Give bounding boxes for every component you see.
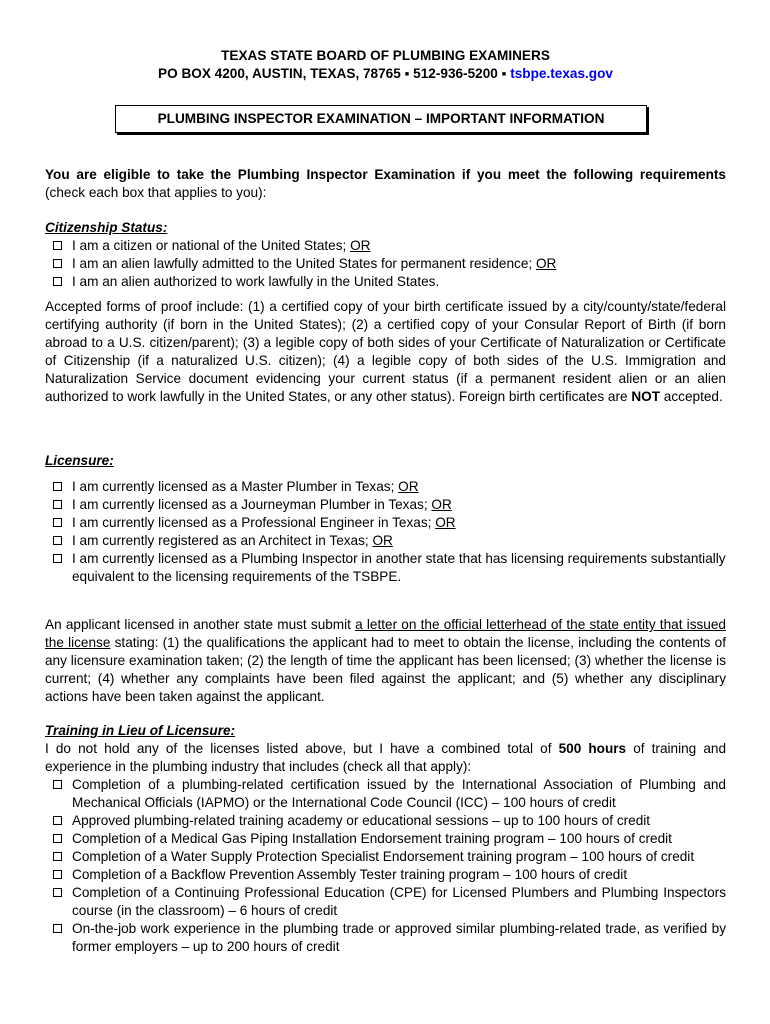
intro-paragraph [45, 166, 726, 202]
checkbox[interactable] [53, 241, 62, 250]
document-title: PLUMBING INSPECTOR EXAMINATION – IMPORTANT INFORMATION [115, 105, 647, 133]
licensure-option: I am currently licensed as a Master Plumber in Texas; OR [45, 478, 726, 496]
citizenship-option: I am a citizen or national of the United States; OR [45, 237, 726, 255]
citizenship-option: I am an alien authorized to work lawfully in the United States. [45, 273, 726, 291]
licensure-option: I am currently licensed as a Professional Engineer in Texas; OR [45, 514, 726, 532]
licensure-option: I am currently licensed as a Plumbing Inspector in another state that has licensing requirements substantially equivalent to the licensing requirements of the TSBPE. [45, 550, 726, 586]
training-option: Completion of a plumbing-related certification issued by the International Association of Plumbing and Mechanical Officials (IAPMO) or the International Code Council (ICC) – 100 hours of credit [45, 776, 726, 812]
training-option: Completion of a Medical Gas Piping Installation Endorsement training program – 100 hours of credit [45, 830, 726, 848]
training-heading: Training in Lieu of Licensure: [45, 723, 236, 738]
citizenship-option: I am an alien lawfully admitted to the United States for permanent residence; OR [45, 255, 726, 273]
out-of-state-note: An applicant licensed in another state must submit a letter on the official letterhead of the state entity that issued the license stating: (1) the qualifications the applicant had to meet to obtain the license, including the contents of any licensure examination taken; (2) the length of time the applicant has been licensed; (3) whether the license is current; (4) whether any complaints have been filed against the applicant; and (5) whether any disciplinary actions have been taken against the applicant. [45, 617, 726, 704]
training-option: Completion of a Continuing Professional Education (CPE) for Licensed Plumbers and Plumbing Inspectors course (in the classroom) – 6 hours of credit [45, 884, 726, 920]
citizenship-heading: Citizenship Status: [45, 220, 168, 235]
address-text: PO BOX 4200, AUSTIN, TEXAS, 78765 ▪ 512-936-5200 ▪ [158, 66, 511, 81]
website-link[interactable]: tsbpe.texas.gov [510, 66, 613, 81]
checkbox[interactable] [53, 536, 62, 545]
checkbox[interactable] [53, 482, 62, 491]
licensure-option: I am currently registered as an Architect in Texas; OR [45, 532, 726, 550]
board-name: TEXAS STATE BOARD OF PLUMBING EXAMINERS [221, 48, 550, 63]
training-option: Completion of a Backflow Prevention Assembly Tester training program – 100 hours of credit [45, 866, 726, 884]
intro-bold: You are eligible to take the Plumbing Inspector Examination if you meet the following requirements [45, 167, 726, 182]
checkbox[interactable] [53, 780, 62, 789]
checkbox[interactable] [53, 888, 62, 897]
checkbox[interactable] [53, 554, 62, 563]
training-list [45, 776, 726, 956]
checkbox[interactable] [53, 852, 62, 861]
checkbox[interactable] [53, 259, 62, 268]
intro-rest: (check each box that applies to you): [45, 185, 267, 200]
licensure-heading: Licensure: [45, 453, 114, 468]
checkbox[interactable] [53, 834, 62, 843]
checkbox[interactable] [53, 816, 62, 825]
checkbox[interactable] [53, 924, 62, 933]
checkbox[interactable] [53, 277, 62, 286]
training-option: On-the-job work experience in the plumbing trade or approved similar plumbing-related trade, as verified by former employers – up to 200 hours of credit [45, 920, 726, 956]
checkbox[interactable] [53, 500, 62, 509]
licensure-option: I am currently licensed as a Journeyman Plumber in Texas; OR [45, 496, 726, 514]
citizenship-list [45, 237, 726, 291]
checkbox[interactable] [53, 518, 62, 527]
training-option: Approved plumbing-related training academy or educational sessions – up to 100 hours of credit [45, 812, 726, 830]
proof-paragraph: Accepted forms of proof include: (1) a certified copy of your birth certificate issued by a city/county/state/federal certifying authority (if born in the United States); (2) a certified copy of your Consular Report of Birth (if born abroad to a U.S. citizen/parent); (3) a legible copy of both sides of your Certificate of Naturalization or Certificate of Citizenship (if a naturalized U.S. citizen); (4) a legible copy of both sides of the U.S. Immigration and Naturalization Service document evidencing your current status (if a permanent resident alien or an alien authorized to work lawfully in the United States, or any other status). Foreign birth certificates are NOT accepted. [45, 299, 726, 404]
training-option: Completion of a Water Supply Protection Specialist Endorsement training program – 100 hours of credit [45, 848, 726, 866]
board-address [45, 65, 726, 82]
licensure-list [45, 478, 726, 586]
checkbox[interactable] [53, 870, 62, 879]
training-intro: I do not hold any of the licenses listed above, but I have a combined total of 500 hours of training and experience in the plumbing industry that includes (check all that apply): [45, 741, 727, 774]
